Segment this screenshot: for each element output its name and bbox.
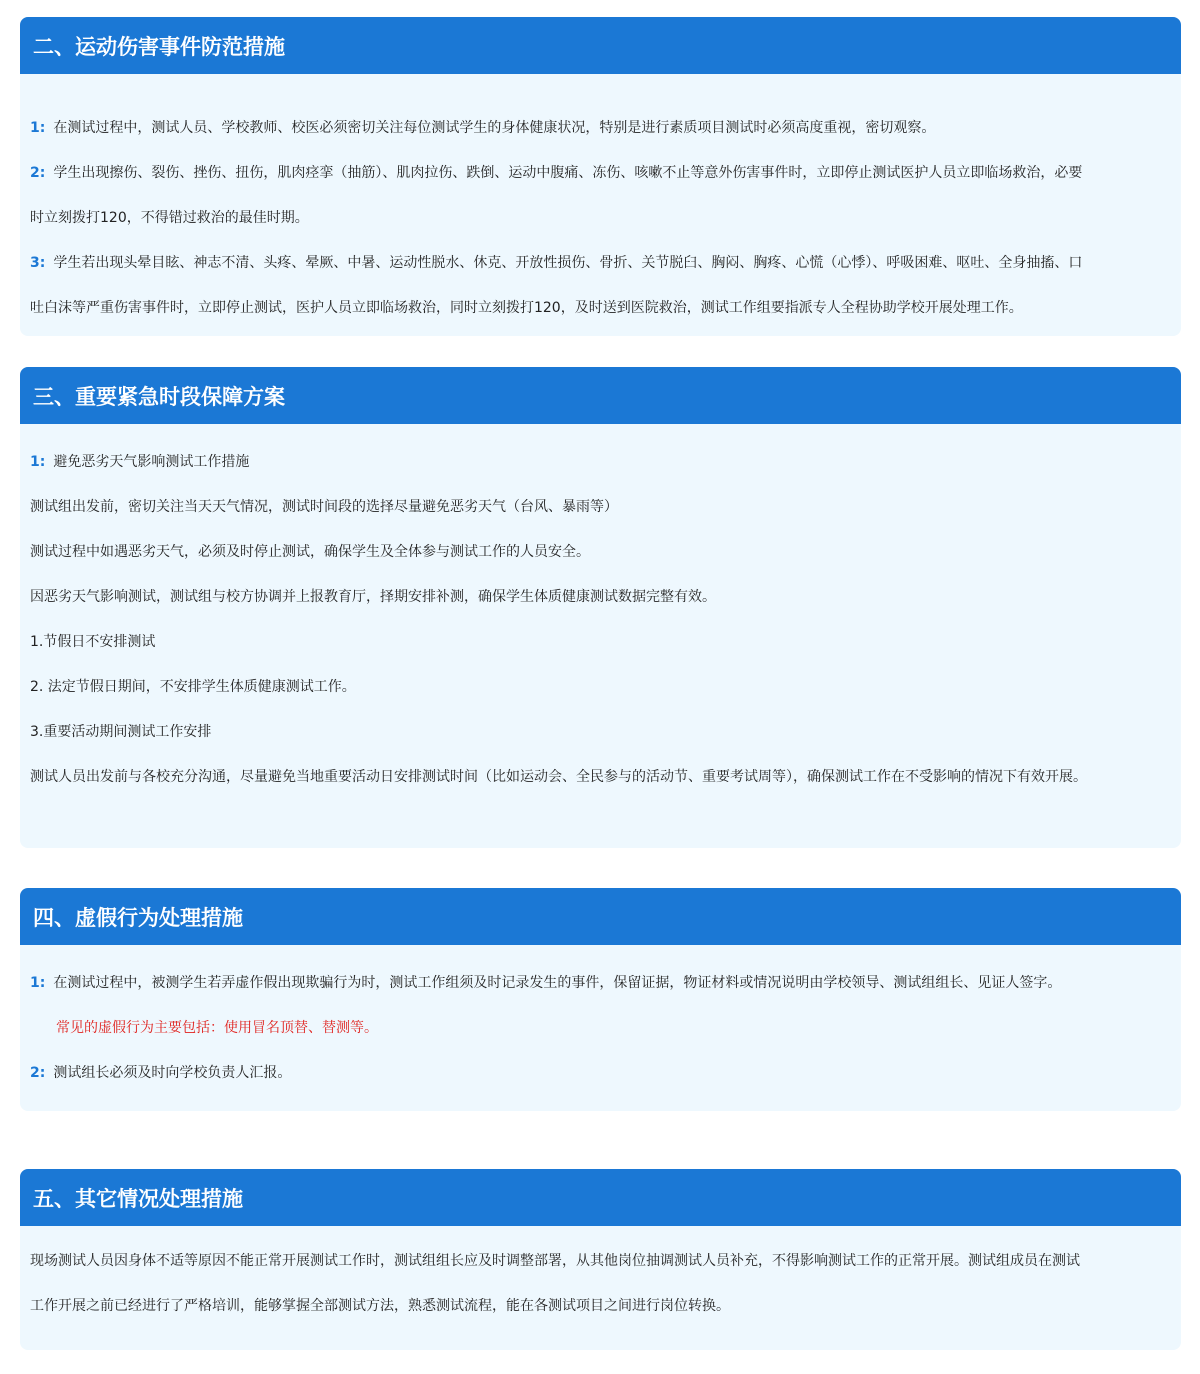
paragraph: 测试组出发前，密切关注当天天气情况，测试时间段的选择尽量避免恶劣天气（台风、暴雨等） — [30, 499, 618, 515]
paragraph: 因恶劣天气影响测试，测试组与校方协调并上报教育厅，择期安排补测，确保学生体质健康测试数据完整有效。 — [30, 589, 716, 605]
section-body — [20, 74, 1181, 331]
list-item — [30, 106, 1171, 151]
list-item — [30, 1051, 1171, 1096]
section-injury-prevention — [20, 17, 1181, 336]
item-number: 2: — [30, 165, 46, 181]
list-item — [30, 961, 1171, 1006]
item-number: 1: — [30, 454, 46, 470]
item-text: 在测试过程中，测试人员、学校教师、校医必须密切关注每位测试学生的身体健康状况，特别是进行素质项目测试时必须高度重视，密切观察。 — [53, 120, 936, 136]
fraud-note: 常见的虚假行为主要包括：使用冒名顶替、替测等。 — [56, 1020, 378, 1036]
item-text: 学生出现擦伤、裂伤、挫伤、扭伤，肌肉痉挛（抽筋）、肌肉拉伤、跌倒、运动中腹痛、冻伤、咳嗽不止等意外伤害事件时，立即停止测试医护人员立即临场救治，必要 — [53, 165, 1083, 181]
section-body — [20, 1226, 1181, 1329]
item-text: 学生若出现头晕目眩、神志不清、头疼、晕厥、中暑、运动性脱水、休克、开放性损伤、骨折、关节脱臼、胸闷、胸疼、心慌（心悸）、呼吸困难、呕吐、全身抽搐、口 — [53, 255, 1083, 271]
section-fraud-handling — [20, 888, 1181, 1111]
paragraph: 测试过程中如遇恶劣天气，必须及时停止测试，确保学生及全体参与测试工作的人员安全。 — [30, 544, 590, 560]
item-number: 1: — [30, 975, 46, 991]
item-number: 1: — [30, 120, 46, 136]
paragraph: 工作开展之前已经进行了严格培训，能够掌握全部测试方法，熟悉测试流程，能在各测试项目之间进行岗位转换。 — [30, 1298, 730, 1314]
item-text: 在测试过程中，被测学生若弄虚作假出现欺骗行为时，测试工作组须及时记录发生的事件，保留证据，物证材料或情况说明由学校领导、测试组组长、见证人签字。 — [53, 975, 1062, 991]
item-text-continued: 时立刻拨打120，不得错过救治的最佳时期。 — [30, 210, 309, 226]
list-item — [30, 440, 1171, 485]
section-title: 四、虚假行为处理措施 — [20, 888, 1181, 945]
item-number: 2: — [30, 1065, 46, 1081]
paragraph: 测试人员出发前与各校充分沟通，尽量避免当地重要活动日安排测试时间（比如运动会、全民参与的活动节、重要考试周等），确保测试工作在不受影响的情况下有效开展。 — [30, 769, 1087, 785]
section-other-situations — [20, 1169, 1181, 1350]
item-number: 3: — [30, 255, 46, 271]
list-item — [30, 241, 1171, 286]
section-emergency-plan — [20, 367, 1181, 848]
section-title: 三、重要紧急时段保障方案 — [20, 367, 1181, 424]
section-title: 二、运动伤害事件防范措施 — [20, 17, 1181, 74]
section-body — [20, 945, 1181, 1096]
paragraph: 1.节假日不安排测试 — [30, 634, 156, 650]
section-body — [20, 424, 1181, 800]
paragraph: 现场测试人员因身体不适等原因不能正常开展测试工作时，测试组组长应及时调整部署，从其他岗位抽调测试人员补充，不得影响测试工作的正常开展。测试组成员在测试 — [30, 1253, 1080, 1269]
list-item — [30, 151, 1171, 196]
section-title: 五、其它情况处理措施 — [20, 1169, 1181, 1226]
paragraph: 2. 法定节假日期间，不安排学生体质健康测试工作。 — [30, 679, 356, 695]
item-text-continued: 吐白沫等严重伤害事件时，立即停止测试，医护人员立即临场救治，同时立刻拨打120，及时送到医院救治，测试工作组要指派专人全程协助学校开展处理工作。 — [30, 300, 1023, 316]
item-text: 避免恶劣天气影响测试工作措施 — [53, 454, 250, 470]
paragraph: 3.重要活动期间测试工作安排 — [30, 724, 212, 740]
item-text: 测试组长必须及时向学校负责人汇报。 — [53, 1065, 292, 1081]
